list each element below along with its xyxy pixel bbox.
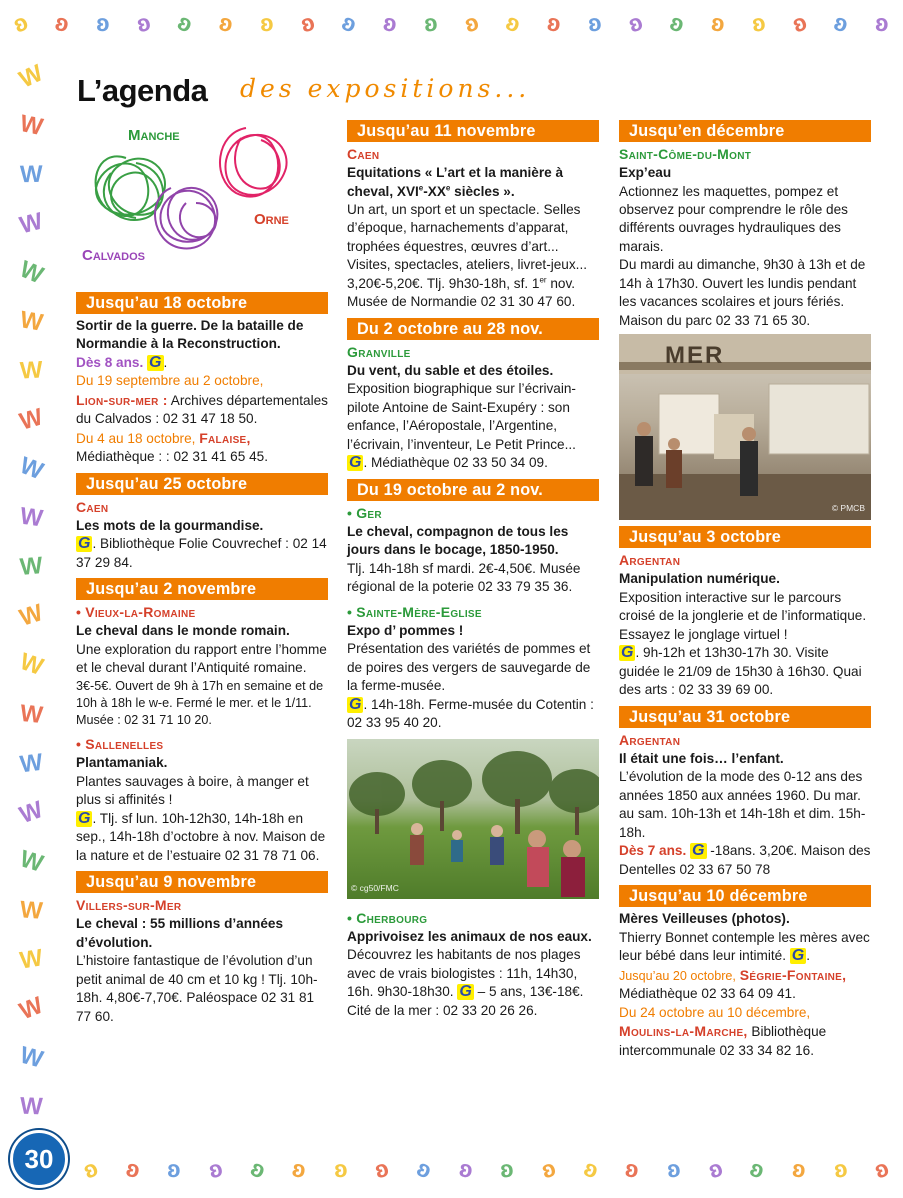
event-title: Il était une fois… l’enfant. <box>619 750 784 766</box>
event-text: – 5 ans, 13€-18€. Cité de la mer : 02 33 20 26 26. <box>347 984 584 1018</box>
event-section: Jusqu’au 10 décembre Mères Veilleuses (photos). Thierry Bonnet contemple les mères avec leur bébé dans leur intimité. G . Jusqu’au 20 octobre, Ségrie-Fontaine, Médiathèque 02 33 64 09 41. Du 24 octobre au 10 décembre, Moulins-la-Marche, Bibliothèque intercommunale 02 33 34 82 16. <box>619 887 870 1058</box>
decoration-glyph: ʚ <box>205 1154 226 1185</box>
decoration-glyph: ʚ <box>788 8 812 39</box>
place-name: Falaise, <box>199 429 251 446</box>
bullet: • <box>347 603 353 620</box>
event-text: Plantes sauvages à boire, à manger et plus si affinités ! <box>76 773 309 808</box>
decoration-glyph: W <box>17 109 45 141</box>
age-info: Dès 8 ans. <box>76 354 144 370</box>
decoration-glyph: W <box>16 648 47 682</box>
g-badge: G <box>349 695 362 713</box>
decoration-glyph: ʚ <box>624 8 647 39</box>
decoration-glyph: ʚ <box>95 9 110 38</box>
calvados-scribble <box>155 188 217 249</box>
title-part: -XX <box>423 183 446 199</box>
decoration-glyph: W <box>17 944 45 975</box>
place-name: Granville <box>347 343 411 360</box>
left-decoration-border <box>16 52 46 1132</box>
top-decoration-border <box>0 4 903 44</box>
decoration-glyph: W <box>17 306 45 337</box>
exhibition-scene <box>619 334 871 520</box>
decoration-glyph: ʚ <box>586 9 604 38</box>
event-title: Plantamaniak. <box>76 755 168 771</box>
decoration-glyph: ʚ <box>624 1155 641 1184</box>
place-label: Sallenelles <box>85 736 164 753</box>
bullet: • <box>76 604 82 621</box>
event-section: Jusqu’au 18 octobre Sortir de la guerre. De la bataille de Normandie à la Reconstruction. Dès 8 ans. G . Du 19 septembre au 2 octobre, Lion-sur-mer : Archives départementales du Calvados : 02 31 47 18 50. Du 4 au 18 octobre, Falaise, Médiathèque : : 02 31 41 65 45. <box>76 294 328 465</box>
event-text: Une exploration du rapport entre l’homme et le cheval durant l’Antiquité romaine. <box>76 641 327 676</box>
title-part: siècles ». <box>450 183 515 199</box>
bullet: • <box>76 736 82 753</box>
event-title: Expo d’ pommes ! <box>347 622 464 638</box>
column-3 <box>619 120 871 1066</box>
event-title: Le cheval dans le monde romain. <box>76 623 290 639</box>
decoration-glyph: ʚ <box>831 8 852 39</box>
date-info: Du 24 octobre au 10 décembre, <box>619 1004 811 1020</box>
event-section <box>347 318 599 473</box>
place-name: Ségrie-Fontaine, <box>739 966 847 983</box>
column-2 <box>347 120 599 1026</box>
event-text: Exposition biographique sur l’écrivain-pilote Antoine de Saint-Exupéry : son enfance, l’Aéropostale, l’Argentine, l’écrivain, l’inventeur, Le Petit Prince... <box>347 381 576 452</box>
decoration-glyph: W <box>18 748 44 778</box>
place-name <box>347 504 599 523</box>
superscript: er <box>539 275 547 285</box>
event-title: Manipulation numérique. <box>619 571 780 587</box>
event-text: 3€-5€. Ouvert de 9h à 17h en semaine et de 10h à 18h le w-e. Fermé le mer. et le 1/11. Musée : 02 31 71 10 20. <box>76 678 324 728</box>
decoration-glyph: ʚ <box>173 8 197 39</box>
decoration-glyph: W <box>16 207 46 240</box>
place-name <box>76 603 328 622</box>
place-name: Moulins-la-Marche, <box>619 1023 748 1040</box>
decoration-glyph: W <box>15 991 47 1026</box>
date-info: Du 4 au 18 octobre, <box>76 430 196 446</box>
decoration-glyph: W <box>14 59 47 94</box>
decoration-glyph: ʚ <box>412 1154 436 1185</box>
decoration-glyph: ʚ <box>167 1155 182 1184</box>
event-text: . Tlj. sf lun. 10h-12h30, 14h-18h en sep., 14h-18h d’octobre à nov. Maison de la nature et de l’estuaire 02 31 78 71 06. <box>76 810 326 863</box>
decoration-glyph: W <box>17 502 45 533</box>
event-text: . Médiathèque 02 33 50 34 09. <box>363 455 548 471</box>
event-text: Du mardi au dimanche, 9h30 à 13h et de 14h à 17h30. Ouvert les lundis pendant les vacances scolaires et jours fériés. Maison du parc 02 33 71 65 30. <box>619 257 866 328</box>
event-title: Le cheval : 55 millions d’années d’évolution. <box>76 916 284 950</box>
event-section <box>347 120 599 312</box>
decoration-glyph: ʚ <box>665 1155 683 1184</box>
event-text: Présentation des variétés de pommes et de poires des vergers de sauvegarde de la ferme-musée. <box>347 641 591 694</box>
decoration-glyph: ʚ <box>337 8 361 39</box>
decoration-glyph: ʚ <box>874 9 890 38</box>
date-bar: Jusqu’au 2 novembre <box>76 578 328 600</box>
date-bar: Jusqu’au 11 novembre <box>347 120 599 142</box>
decoration-glyph: ʚ <box>259 9 275 38</box>
decoration-glyph: ʚ <box>791 1155 807 1184</box>
age-info: Dès 7 ans. <box>619 843 687 859</box>
date-bar: Jusqu’au 9 novembre <box>76 871 328 893</box>
decoration-glyph: ʚ <box>502 8 524 39</box>
bullet: • <box>347 909 353 926</box>
event-title: Apprivoisez les animaux de nos eaux. <box>347 928 592 944</box>
place-name <box>347 603 599 622</box>
event-text: Un art, un sport et un spectacle. Selles d’époque, harnachements d’apparat, trophées équestres, œuvres d’art... Visites, spectacles, ateliers, livret-jeux... <box>347 202 587 273</box>
decoration-glyph: ʚ <box>133 8 154 39</box>
decoration-glyph: ʚ <box>52 8 72 39</box>
place-name: Saint-Côme-du-Mont <box>619 146 752 162</box>
g-badge: G <box>349 454 362 472</box>
decoration-glyph: ʚ <box>8 8 33 39</box>
decoration-glyph: ʚ <box>333 1155 349 1184</box>
event-title: Exp’eau <box>619 165 672 181</box>
decoration-glyph: W <box>15 452 47 486</box>
event-section <box>347 479 599 1020</box>
date-bar: Jusqu’au 10 décembre <box>619 885 871 907</box>
event-section <box>76 473 328 572</box>
decoration-glyph: W <box>18 896 44 925</box>
event-text: Thierry Bonnet contemple les mères avec leur bébé dans leur intimité. <box>619 929 870 964</box>
decoration-glyph: ʚ <box>545 9 563 38</box>
event-text: -18ans. 3,20€. Maison des Dentelles 02 33 67 50 78 <box>619 843 871 877</box>
decoration-glyph: ʚ <box>750 9 768 38</box>
decoration-glyph: W <box>15 599 46 633</box>
decoration-glyph: ʚ <box>666 8 688 39</box>
event-section <box>619 526 871 699</box>
decoration-glyph: ʚ <box>371 1154 393 1185</box>
place-name: Caen <box>76 498 109 515</box>
event-section <box>619 120 871 520</box>
decoration-glyph: ʚ <box>246 1154 270 1185</box>
place-name: Lion-sur-mer : <box>76 391 168 408</box>
bullet: • <box>347 504 353 521</box>
page-subtitle: des expositions... <box>240 74 531 103</box>
decoration-glyph: ʚ <box>710 9 726 38</box>
g-badge: G <box>78 809 91 827</box>
event-title: Du vent, du sable et des étoiles. <box>347 362 554 378</box>
decoration-glyph: ʚ <box>297 8 318 39</box>
event-text: . Bibliothèque Folie Couvrechef : 02 14 37 29 84. <box>76 536 327 570</box>
decoration-glyph: W <box>18 699 44 729</box>
g-badge: G <box>149 353 162 371</box>
region-map <box>76 118 330 270</box>
event-text: Bibliothèque intercommunale 02 33 34 82 16. <box>619 1024 827 1058</box>
place-label: Cherbourg <box>356 909 428 926</box>
bottom-decoration-border <box>70 1150 903 1190</box>
decoration-glyph: ʚ <box>499 1155 516 1184</box>
orchard-photo <box>347 739 599 899</box>
decoration-glyph: ʚ <box>461 8 483 39</box>
event-text: L’évolution de la mode des 0-12 ans des années 1850 aux années 1960. Du mar. au sam. 10h-13h et 14h-18h et dim. 15h-18h. <box>619 769 866 840</box>
place-name: Argentan <box>619 552 681 569</box>
decoration-glyph: ʚ <box>704 1154 727 1185</box>
superscript: e <box>445 182 451 192</box>
event-text: . 9h-12h et 13h30-17h 30. Visite guidée le 21/09 de 15h30 à 16h30. Quai des arts : 02 33 39 69 00. <box>619 645 862 698</box>
decoration-glyph: ʚ <box>78 1154 103 1185</box>
page-number: 30 <box>10 1130 68 1188</box>
decoration-glyph: W <box>16 1041 46 1074</box>
place-name <box>347 909 599 928</box>
decoration-glyph: W <box>18 356 43 385</box>
decoration-glyph: ʚ <box>290 1155 309 1184</box>
decoration-glyph: ʚ <box>746 1154 768 1185</box>
photo-credit: © cg50/FMC <box>351 883 399 894</box>
event-title <box>347 164 599 201</box>
date-bar: Du 2 octobre au 28 nov. <box>347 318 599 340</box>
date-bar: Du 19 octobre au 2 nov. <box>347 479 599 501</box>
date-bar: Jusqu’en décembre <box>619 120 871 142</box>
g-badge: G <box>78 535 91 553</box>
g-badge: G <box>459 983 472 1001</box>
orne-scribble <box>220 128 287 197</box>
text-part: 3,20€-5,20€. Tlj. 9h30-18h, sf. 1 <box>347 275 540 291</box>
event-text: Exposition interactive sur le parcours croisé de la jonglerie et de l’informatique. Essayez le jonglage virtuel ! <box>619 589 867 642</box>
date-bar: Jusqu’au 3 octobre <box>619 526 871 548</box>
decoration-glyph: ʚ <box>457 1155 475 1184</box>
decoration-glyph: ʚ <box>579 1154 602 1185</box>
event-text: . 14h-18h. Ferme-musée du Cotentin : 02 33 95 40 20. <box>347 696 594 731</box>
date-bar: Jusqu’au 31 octobre <box>619 706 871 728</box>
decoration-glyph: W <box>19 1092 43 1121</box>
text-part: nov. Musée de Normandie 02 31 30 47 60. <box>347 275 576 310</box>
event-text: Archives départementales du Calvados : 02 31 47 18 50. <box>76 392 328 427</box>
event-text: Actionnez les maquettes, pompez et observez pour comprendre le rôle des différents ouvrages hydrauliques des marais. <box>619 183 848 254</box>
place-name <box>76 735 328 754</box>
photo-credit: © PMCB <box>831 502 865 513</box>
decoration-glyph: ʚ <box>381 9 399 38</box>
decoration-glyph: ʚ <box>422 9 439 38</box>
column-1 <box>76 292 328 1032</box>
decoration-glyph: ʚ <box>831 1155 850 1184</box>
event-section <box>76 578 328 865</box>
g-badge: G <box>791 947 805 965</box>
event-text <box>347 275 599 312</box>
place-name: Villers-sur-Mer <box>76 897 182 914</box>
decoration-glyph: W <box>16 403 46 436</box>
event-text: Découvrez les habitants de nos plages avec de vrais biologistes : 11h, 14h30, 16h. 9h30-18h30. <box>347 947 581 1000</box>
orchard-scene <box>347 739 599 899</box>
place-label: Sainte-Mère-Eglise <box>356 603 482 620</box>
page-title: L’agenda <box>77 73 208 108</box>
place-name: Argentan <box>619 731 681 748</box>
decoration-glyph: ʚ <box>216 9 235 38</box>
title-part: Equitations « L’art et la manière à cheval, XVI <box>347 165 564 199</box>
exhibition-sign: MER <box>665 342 725 370</box>
event-title: Le cheval, compagnon de tous les jours dans le bocage, 1850-1950. <box>347 523 569 558</box>
event-title: Mères Veilleuses (photos). <box>619 911 790 927</box>
decoration-glyph: ʚ <box>870 1154 894 1185</box>
event-text: Tlj. 14h-18h sf mardi. 2€-4,50€. Musée régional de la poterie 02 33 79 35 36. <box>347 560 581 595</box>
decoration-glyph: ʚ <box>538 1154 560 1185</box>
decoration-glyph: W <box>18 552 44 582</box>
place-label: Vieux-la-Romaine <box>85 604 196 621</box>
event-section <box>619 706 871 879</box>
date-bar: Jusqu’au 18 octobre <box>76 292 328 314</box>
event-text: Médiathèque : : 02 31 41 65 45. <box>76 449 268 465</box>
decoration-glyph: W <box>15 255 47 290</box>
event-title: Les mots de la gourmandise. <box>76 517 264 533</box>
decoration-glyph: W <box>19 160 43 188</box>
event-text: L’histoire fantastique de l’évolution d’un petit animal de 40 cm et 10 kg ! Tlj. 10h-18h. 4,80€-7,70€. Paléospace 02 31 81 77 60. <box>76 953 318 1024</box>
map-label-orne: Orne <box>254 211 289 228</box>
exhibition-photo <box>619 334 871 520</box>
g-badge: G <box>692 842 705 860</box>
decoration-glyph: W <box>15 795 47 829</box>
map-label-manche: Manche <box>128 127 180 144</box>
event-section <box>76 871 328 1026</box>
event-text: Médiathèque 02 33 64 09 41. <box>619 986 796 1002</box>
date-info: Du 19 septembre au 2 octobre, <box>76 373 264 389</box>
date-bar: Jusqu’au 25 octobre <box>76 473 328 495</box>
event-title: Sortir de la guerre. De la bataille de Normandie à la Reconstruction. <box>76 318 304 352</box>
decoration-glyph: W <box>16 845 46 878</box>
date-info: Jusqu’au 20 octobre, <box>619 968 736 983</box>
decoration-glyph: ʚ <box>123 1154 143 1185</box>
superscript: e <box>418 182 424 192</box>
manche-scribble <box>96 156 165 216</box>
map-label-calvados: Calvados <box>82 247 145 264</box>
place-label: Ger <box>356 504 382 521</box>
g-badge: G <box>621 644 634 662</box>
place-name: Caen <box>347 146 380 162</box>
